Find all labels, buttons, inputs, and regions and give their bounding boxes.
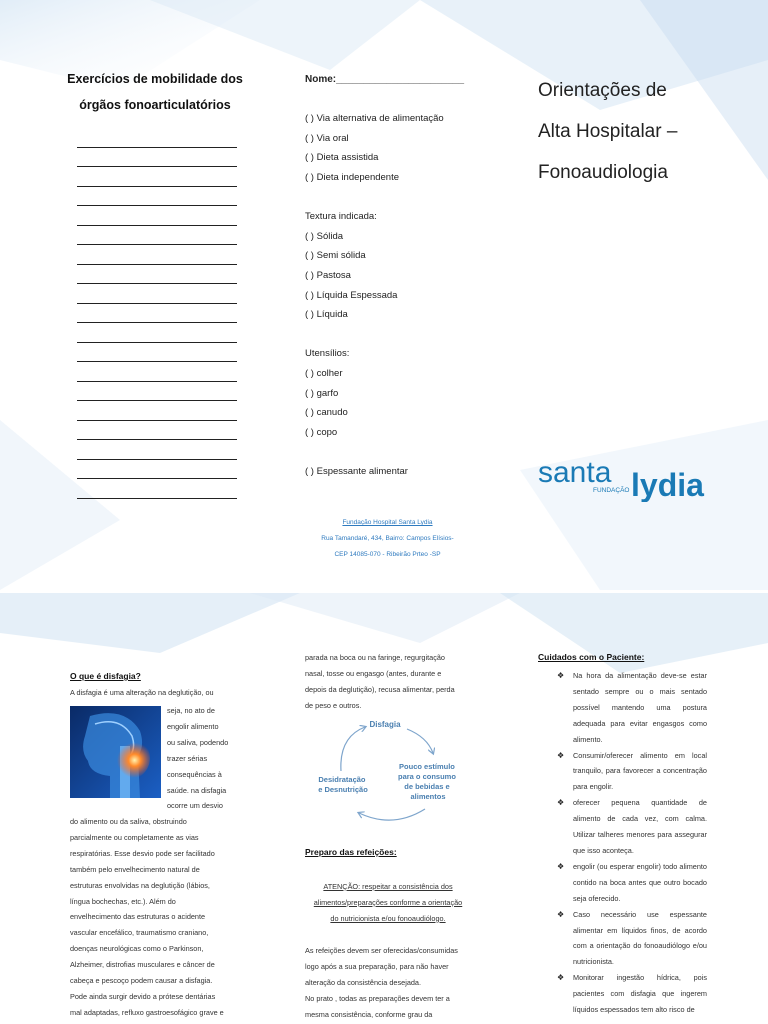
cycle-right-line: de bebidas e [404, 782, 450, 791]
writing-line [77, 226, 237, 246]
cycle-right-line: alimentos [410, 792, 446, 801]
writing-line [77, 460, 237, 480]
checkbox-solida[interactable]: ( ) Sólida [305, 230, 344, 242]
bullet-diamond-icon: ❖ [557, 861, 565, 871]
checkbox-via-alternativa[interactable]: ( ) Via alternativa de alimentação [305, 113, 444, 125]
utensils-label: Utensílios: [305, 348, 350, 360]
disfagia-line: cabeça e pescoço podem causar a disfagia. [70, 976, 213, 986]
preparo-heading: Preparo das refeições: [305, 847, 397, 857]
checkbox-copo[interactable]: ( ) copo [305, 426, 338, 438]
cuidados-list [555, 668, 707, 1018]
cycle-node-disfagia: Disfagia [369, 720, 401, 729]
cycle-node-pouco-estimulo [398, 762, 458, 801]
bullet-diamond-icon: ❖ [557, 671, 565, 680]
checkbox-liquida-espessada[interactable]: ( ) Líquida Espessada [305, 289, 398, 301]
writing-line [77, 382, 237, 402]
cycle-arrow [341, 727, 365, 771]
name-field-label: Nome:_______________________ [305, 74, 465, 85]
writing-line [77, 362, 237, 382]
disfagia-wrap-line: consequências à [167, 769, 222, 779]
writing-line [77, 401, 237, 421]
disfagia-wrap-text [167, 703, 238, 814]
preparo-line: As refeições devem ser oferecidas/consumidas [305, 946, 458, 955]
disfagia-line: envelhecimento das estruturas o acidente [70, 912, 206, 922]
brochure-inside-page [0, 593, 768, 1024]
cycle-right-line: para o consumo [397, 772, 456, 781]
disfagia-line: do alimento ou da saliva, obstruindo [70, 817, 187, 826]
brochure-title-line1: Orientações de [538, 80, 667, 101]
disfagia-heading: O que é disfagia? [70, 671, 141, 681]
exercises-title [60, 66, 250, 118]
texture-label: Textura indicada: [305, 211, 377, 223]
cycle-right-line: Pouco estímulo [399, 762, 455, 771]
address-line-3: CEP 14085-070 - Ribeirão Prteo -SP [334, 551, 441, 558]
bullet-diamond-icon: ❖ [557, 909, 565, 919]
cycle-left-line: Desidratação [318, 775, 366, 784]
checkbox-garfo[interactable]: ( ) garfo [305, 387, 339, 399]
writing-line [77, 440, 237, 460]
logo-fundacao-text: FUNDAÇÃO [593, 487, 630, 494]
hospital-address [295, 515, 480, 563]
disfagia-line: vascular encefálico, traumatismo craniano, [70, 928, 209, 938]
disfagia-line: língua bochechas, etc.). Além do [70, 896, 176, 906]
brochure-title [538, 70, 748, 193]
address-line-2: Rua Tamandaré, 434, Bairro: Campos Elísios- [321, 535, 454, 542]
writing-lines [77, 128, 237, 499]
preparo-line: logo após a sua preparação, para não haver [305, 961, 449, 971]
cuidados-item: ❖ Caso necessário use espessante alimentar em líquidos finos, de acordo com a orientação do fonoaudiólogo e/ou nutricionista. [555, 907, 707, 971]
disfagia-wrap-line: saúde. na disfagia [167, 785, 227, 795]
cycle-left-line: e Desnutrição [318, 785, 368, 794]
cycle-arrow [359, 809, 425, 820]
preparo-paragraph-1 [305, 943, 471, 1023]
disfagia-wrap-line: ou saliva, podendo [167, 737, 229, 747]
writing-line [77, 421, 237, 441]
exercises-title-line1: Exercícios de mobilidade dos [67, 72, 243, 86]
disfagia-line: doenças neurológicas como o Parkinson, [70, 944, 204, 954]
disfagia-paragraph-line1: A disfagia é uma alteração na deglutição, ou [70, 688, 214, 697]
disfagia-wrap-line: seja, no ato de [167, 706, 215, 715]
cuidados-item: ❖ engolir (ou esperar engolir) todo alimento contido na boca antes que outro bocado seja oferecido. [555, 859, 707, 907]
logo-santa-text: santa [538, 456, 612, 489]
disfagia-line: mal adaptadas, refluxo gastroesofágico grave e [70, 1007, 224, 1017]
checkbox-canudo[interactable]: ( ) canudo [305, 407, 348, 419]
cuidados-item: ❖ Na hora da alimentação deve-se estar sentado sempre ou o mais sentado possível mantendo uma postura adequada para evitar engasgos como alimento. [555, 668, 707, 748]
cuidados-item: ❖ Monitorar ingestão hídrica, pois pacientes com disfagia que ingerem líquidos espessados tem alto risco de [555, 970, 707, 1018]
middle-intro-line: parada na boca ou na faringe, regurgitação [305, 653, 445, 662]
checkbox-liquida[interactable]: ( ) Líquida [305, 309, 348, 321]
disfagia-wrap-line: engolir alimento [167, 721, 219, 731]
bullet-diamond-icon: ❖ [557, 973, 565, 983]
writing-line [77, 167, 237, 187]
disfagia-wrap-line: ocorre um desvio [167, 801, 223, 811]
writing-line [77, 304, 237, 324]
middle-intro-line: nasal, tosse ou engasgo (antes, durante e [305, 668, 442, 678]
checkbox-dieta-assistida[interactable]: ( ) Dieta assistida [305, 152, 379, 164]
writing-line [77, 148, 237, 168]
disfagia-line: também pelo envelhecimento natural de [70, 864, 200, 874]
cuidados-item: ❖ Consumir/oferecer alimento em local tranquilo, para favorecer a concentração para engolir. [555, 748, 707, 796]
writing-line [77, 206, 237, 226]
cycle-node-desidratacao [318, 775, 368, 794]
middle-intro-text [305, 650, 471, 714]
brochure-title-line3: Fonoaudiologia [538, 162, 668, 183]
disfagia-line: respiratórias. Esse desvio pode ser facilitado [70, 848, 215, 858]
disfagia-line: Alzheimer, distrofias musculares e câncer de [70, 960, 215, 970]
preparo-line: mesma consistência, conforme grau da [305, 1009, 433, 1019]
middle-intro-line: depois da deglutição), recusa alimentar, perda [305, 684, 455, 694]
logo-lydia-text: lydia [631, 467, 704, 502]
patient-form [305, 70, 495, 481]
preparo-line: No prato , todas as preparações devem ter a [305, 993, 450, 1003]
writing-line [77, 128, 237, 148]
writing-line [77, 343, 237, 363]
checkbox-via-oral[interactable]: ( ) Via oral [305, 132, 349, 144]
cycle-arrow [407, 729, 433, 753]
exercises-title-line2: órgãos fonoarticulatórios [79, 98, 231, 112]
atencao-line: do nutricionista e/ou fonoaudiólogo. [330, 913, 446, 923]
checkbox-dieta-independente[interactable]: ( ) Dieta independente [305, 171, 400, 183]
writing-line [77, 245, 237, 265]
preparo-line: alteração da consistência desejada. [305, 977, 422, 987]
cuidados-item: ❖ oferecer pequena quantidade de alimento de cada vez, com calma. Utilizar talheres menores para assegurar que isso aconteça. [555, 795, 707, 859]
checkbox-espessante[interactable]: ( ) Espessante alimentar [305, 465, 408, 477]
atencao-note [305, 879, 471, 927]
disfagia-wrap-line: trazer sérias [167, 753, 208, 763]
bullet-diamond-icon: ❖ [557, 750, 565, 760]
disfagia-line: estruturas envolvidas na deglutição (lábios, [70, 880, 210, 890]
writing-line [77, 284, 237, 304]
santa-lydia-logo [538, 452, 718, 502]
writing-line [77, 323, 237, 343]
dysphagia-cycle-diagram [305, 713, 475, 828]
checkbox-pastosa[interactable]: ( ) Pastosa [305, 269, 351, 281]
disfagia-rest-text [70, 814, 238, 1021]
atencao-line: alimentos/preparações conforme a orientação [313, 897, 463, 907]
throat-anatomy-illustration [70, 706, 161, 798]
checkbox-colher[interactable]: ( ) colher [305, 367, 343, 379]
address-line-1: Fundação Hospital Santa Lydia [342, 519, 433, 526]
writing-line [77, 265, 237, 285]
atencao-line: ATENÇÃO: respeitar a consistência dos [323, 882, 453, 891]
disfagia-line: Pode ainda surgir devido a prótese dentárias [70, 991, 216, 1001]
writing-line [77, 479, 237, 499]
checkbox-semi-solida[interactable]: ( ) Semi sólida [305, 250, 366, 262]
cuidados-heading: Cuidados com o Paciente: [538, 652, 645, 662]
bullet-diamond-icon: ❖ [557, 798, 565, 808]
brochure-title-line2: Alta Hospitalar – [538, 121, 678, 142]
middle-intro-line: de peso e outros. [305, 700, 362, 710]
writing-line [77, 187, 237, 207]
disfagia-line: parcialmente ou completamente as vias [70, 832, 199, 842]
